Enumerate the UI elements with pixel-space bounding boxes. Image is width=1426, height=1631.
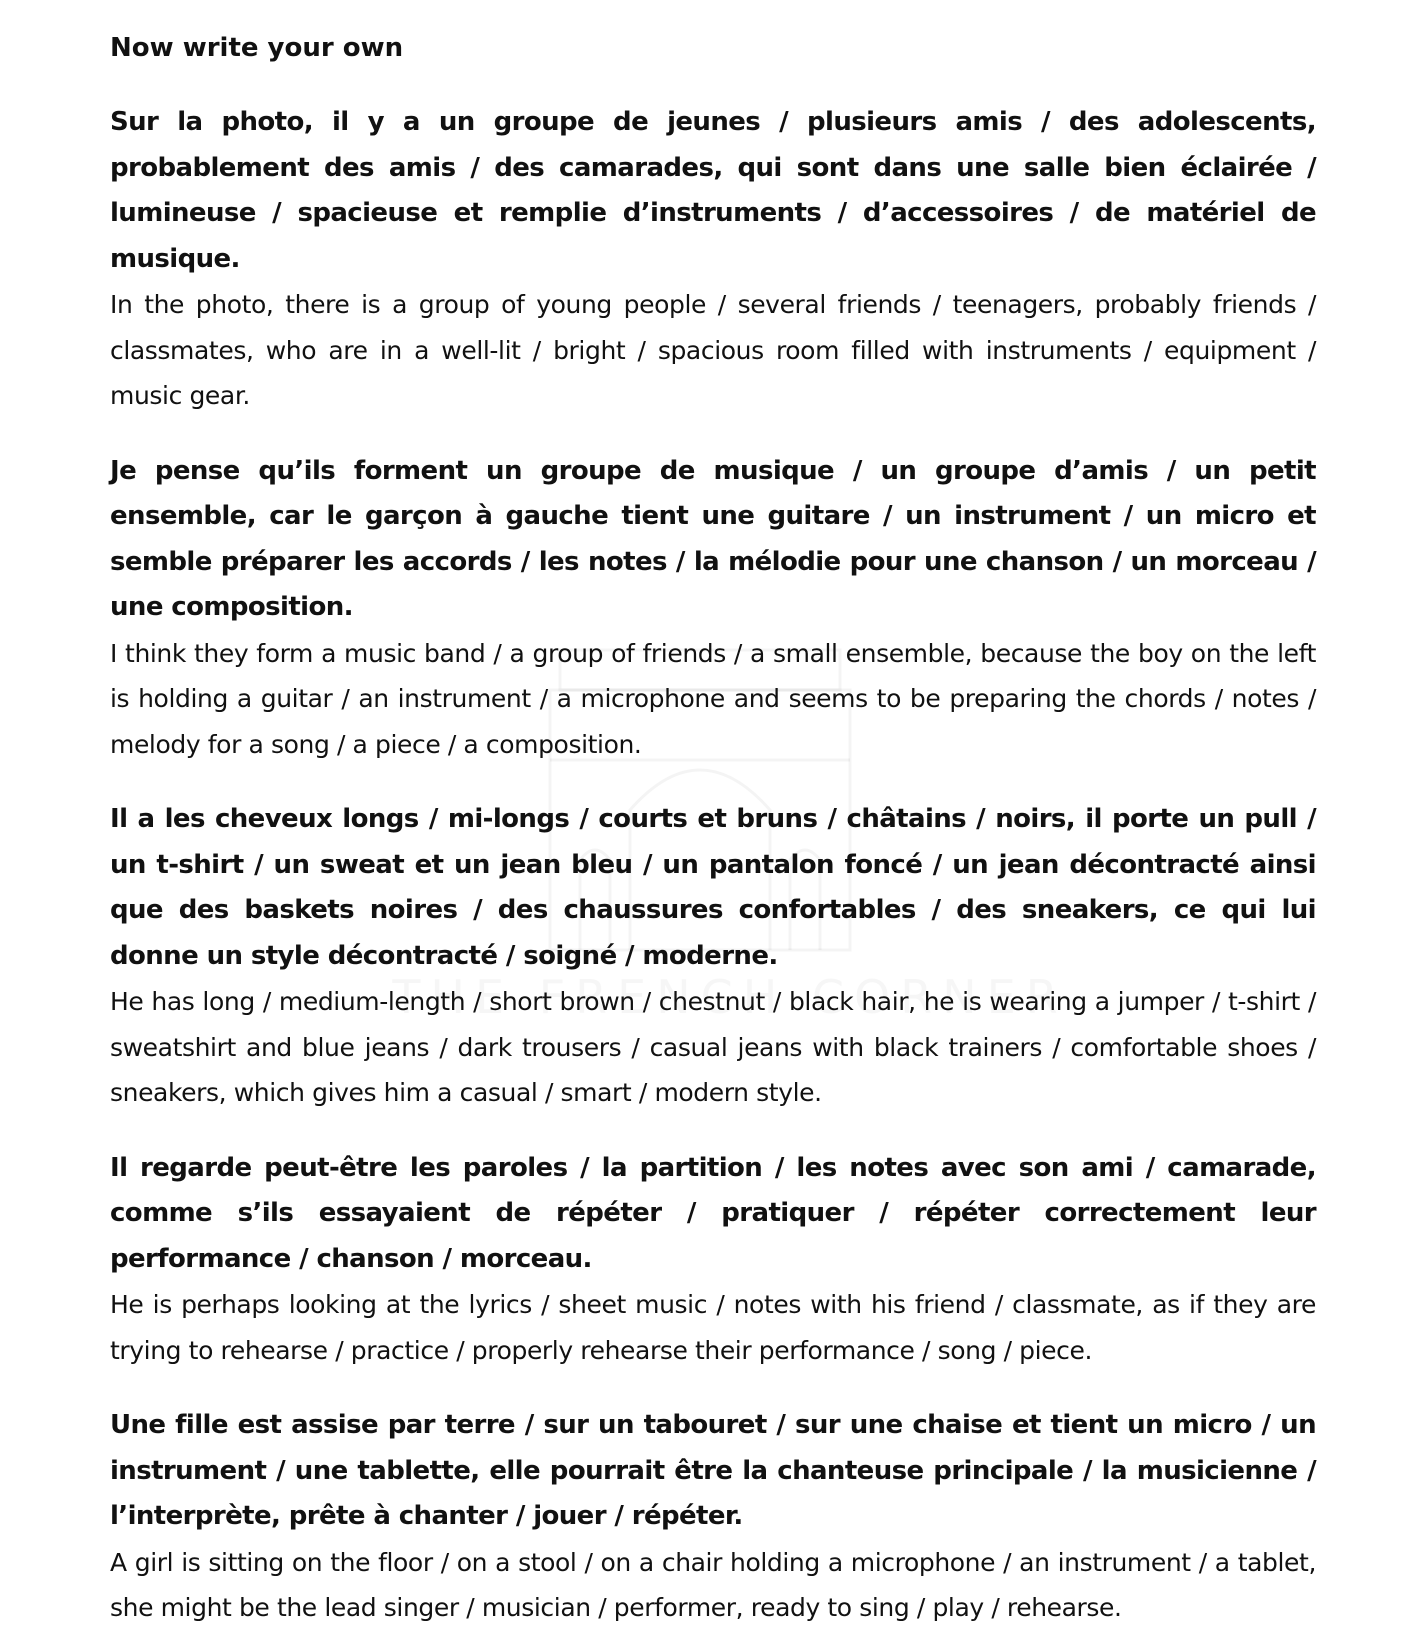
paragraph-block-2 — [110, 449, 1316, 768]
english-translation: He is perhaps looking at the lyrics / sheet music / notes with his friend / classmate, as if they are trying to rehearse / practice / properly rehearse their performance / song / piece. — [110, 1290, 1316, 1365]
paragraph-block-5 — [110, 1403, 1316, 1631]
paragraph-block-4 — [110, 1146, 1316, 1374]
french-sentence: Il regarde peut-être les paroles / la partition / les notes avec son ami / camarade, comme s’ils essayaient de répéter / pratiquer / répéter correctement leur performance / chanson / morceau. — [110, 1152, 1316, 1274]
english-translation: He has long / medium-length / short brown / chestnut / black hair, he is wearing a jumper / t-shirt / sweatshirt and blue jeans / dark trousers / casual jeans with black trainers / comfortable shoes / sneakers, which gives him a casual / smart / modern style. — [110, 987, 1316, 1107]
english-translation: In the photo, there is a group of young people / several friends / teenagers, probably friends / classmates, who are in a well-lit / bright / spacious room filled with instruments / equipment / music gear. — [110, 290, 1316, 410]
french-sentence: Sur la photo, il y a un groupe de jeunes / plusieurs amis / des adolescents, probablement des amis / des camarades, qui sont dans une salle bien éclairée / lumineuse / spacieuse et remplie d’instruments / d’accessoires / de matériel de musique. — [110, 107, 1316, 274]
french-sentence: Une fille est assise par terre / sur un tabouret / sur une chaise et tient un micro / un instrument / une tablette, elle pourrait être la chanteuse principale / la musicienne / l’interprète, prête à chanter / jouer / répéter. — [110, 1410, 1316, 1531]
page-title: Now write your own — [110, 33, 404, 63]
paragraph-block-3 — [110, 797, 1316, 1116]
french-sentence: Il a les cheveux longs / mi-longs / courts et bruns / châtains / noirs, il porte un pull / un t-shirt / un sweat et un jean bleu / un pantalon foncé / un jean décontracté ainsi que des baskets noires / des chaussures confortables / des sneakers, ce qui lui donne un style décontracté / soigné / moderne. — [110, 804, 1316, 971]
french-sentence: Je pense qu’ils forment un groupe de musique / un groupe d’amis / un petit ensemble, car le garçon à gauche tient une guitare / un instrument / un micro et semble préparer les accords / les notes / la mélodie pour une chanson / un morceau / une composition. — [110, 455, 1316, 622]
paragraph-block-1 — [110, 100, 1316, 419]
english-translation: A girl is sitting on the floor / on a stool / on a chair holding a microphone / an instrument / a tablet, she might be the lead singer / musician / performer, ready to sing / play / rehearse. — [110, 1547, 1316, 1622]
english-translation: I think they form a music band / a group of friends / a small ensemble, because the boy on the left is holding a guitar / an instrument / a microphone and seems to be preparing the chords / notes / melody for a song / a piece / a composition. — [110, 638, 1316, 759]
